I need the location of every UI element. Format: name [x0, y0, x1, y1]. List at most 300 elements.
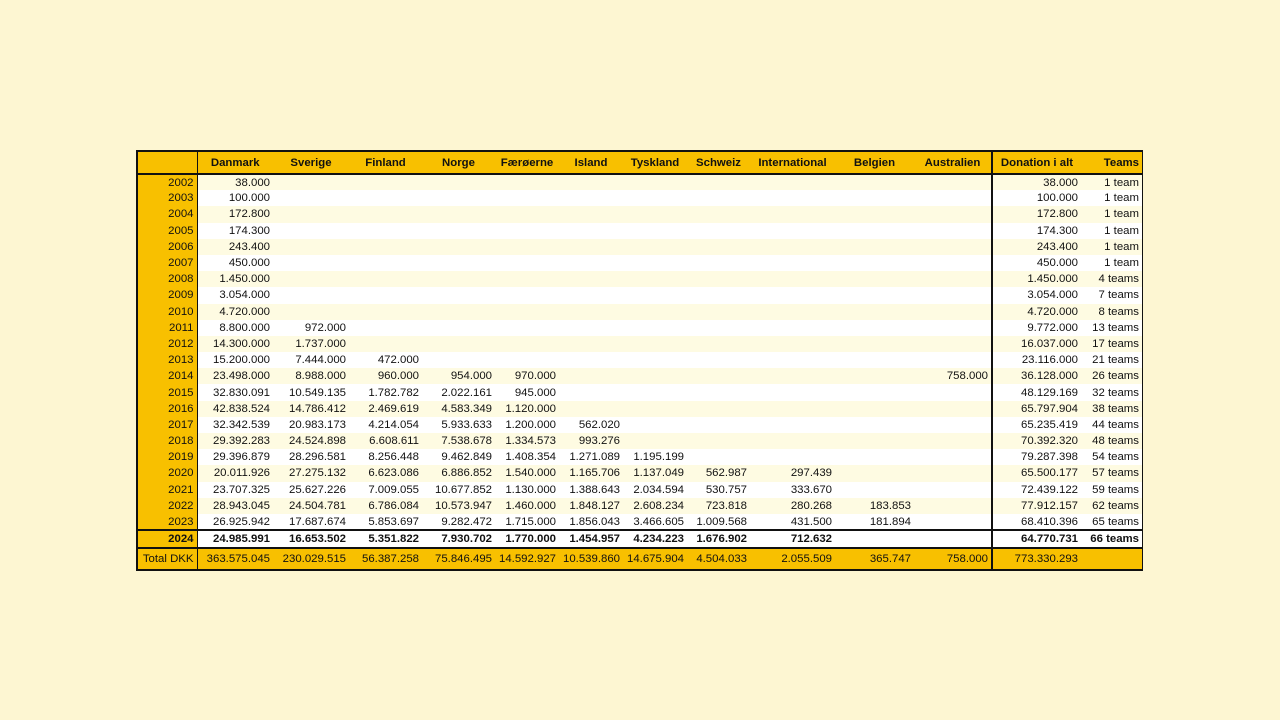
value-cell: 1.408.354 [495, 449, 559, 465]
value-cell [623, 239, 687, 255]
value-cell: 2.022.161 [422, 384, 495, 400]
value-cell [835, 336, 914, 352]
header-cell: Danmark [197, 152, 273, 174]
header-year [138, 152, 197, 174]
value-cell [623, 190, 687, 206]
donation-total-cell: 65.235.419 [992, 417, 1081, 433]
value-cell [750, 336, 835, 352]
table-row [138, 287, 1142, 303]
teams-cell: 54 teams [1081, 449, 1142, 465]
value-cell [349, 239, 422, 255]
value-cell [687, 271, 750, 287]
value-cell: 431.500 [750, 514, 835, 530]
value-cell [750, 271, 835, 287]
value-cell [687, 206, 750, 222]
value-cell [273, 239, 349, 255]
value-cell [623, 287, 687, 303]
value-cell [495, 271, 559, 287]
value-cell: 3.054.000 [197, 287, 273, 303]
value-cell [349, 287, 422, 303]
value-cell [422, 320, 495, 336]
value-cell [623, 336, 687, 352]
value-cell [273, 287, 349, 303]
year-cell: 2014 [138, 368, 197, 384]
value-cell [422, 223, 495, 239]
value-cell: 945.000 [495, 384, 559, 400]
value-cell [835, 465, 914, 481]
value-cell [495, 223, 559, 239]
year-cell: 2008 [138, 271, 197, 287]
value-cell [750, 449, 835, 465]
value-cell [559, 320, 623, 336]
donation-total-cell: 64.770.731 [992, 530, 1081, 548]
value-cell: 472.000 [349, 352, 422, 368]
value-cell [835, 174, 914, 190]
value-cell: 7.538.678 [422, 433, 495, 449]
value-cell [422, 336, 495, 352]
donation-total-cell: 72.439.122 [992, 482, 1081, 498]
year-cell: 2004 [138, 206, 197, 222]
teams-cell: 48 teams [1081, 433, 1142, 449]
value-cell [273, 190, 349, 206]
teams-cell: 1 team [1081, 190, 1142, 206]
teams-cell: 26 teams [1081, 368, 1142, 384]
value-cell [750, 368, 835, 384]
value-cell [273, 174, 349, 190]
donation-total-cell: 79.287.398 [992, 449, 1081, 465]
value-cell [914, 336, 992, 352]
value-cell [835, 433, 914, 449]
value-cell [914, 417, 992, 433]
donation-total-cell: 9.772.000 [992, 320, 1081, 336]
value-cell [349, 271, 422, 287]
year-cell: 2016 [138, 401, 197, 417]
value-cell: 28.943.045 [197, 498, 273, 514]
table-row [138, 514, 1142, 530]
table-row [138, 271, 1142, 287]
value-cell: 4.214.054 [349, 417, 422, 433]
value-cell [835, 287, 914, 303]
year-cell: 2019 [138, 449, 197, 465]
value-cell [422, 271, 495, 287]
value-cell: 6.786.084 [349, 498, 422, 514]
value-cell: 450.000 [197, 255, 273, 271]
value-cell [559, 401, 623, 417]
value-cell: 4.234.223 [623, 530, 687, 548]
teams-cell: 1 team [1081, 223, 1142, 239]
value-cell: 1.540.000 [495, 465, 559, 481]
value-cell [422, 190, 495, 206]
value-cell: 14.592.927 [498, 553, 556, 566]
value-cell: 25.627.226 [273, 482, 349, 498]
year-cell: Total DKK [138, 548, 197, 569]
value-cell: 960.000 [349, 368, 422, 384]
teams-cell: 7 teams [1081, 287, 1142, 303]
value-cell: 172.800 [197, 206, 273, 222]
value-cell [495, 239, 559, 255]
value-cell: 29.396.879 [197, 449, 273, 465]
table-row [138, 336, 1142, 352]
value-cell: 7.444.000 [273, 352, 349, 368]
value-cell: 5.351.822 [349, 530, 422, 548]
donation-total-cell: 172.800 [992, 206, 1081, 222]
year-cell: 2006 [138, 239, 197, 255]
value-cell: 3.466.605 [623, 514, 687, 530]
year-cell: 2007 [138, 255, 197, 271]
value-cell: 14.786.412 [273, 401, 349, 417]
value-cell [623, 368, 687, 384]
year-cell: 2005 [138, 223, 197, 239]
value-cell [349, 304, 422, 320]
value-cell: 6.608.611 [349, 433, 422, 449]
value-cell: 333.670 [750, 482, 835, 498]
donation-total-cell: 16.037.000 [992, 336, 1081, 352]
value-cell [835, 304, 914, 320]
value-cell: 230.029.515 [282, 553, 346, 566]
value-cell: 1.454.957 [559, 530, 623, 548]
value-cell [422, 206, 495, 222]
value-cell [687, 433, 750, 449]
value-cell [914, 174, 992, 190]
value-cell [687, 174, 750, 190]
value-cell [559, 271, 623, 287]
header-cell: International [750, 152, 835, 174]
value-cell [914, 239, 992, 255]
value-cell [750, 417, 835, 433]
value-cell: 5.853.697 [349, 514, 422, 530]
value-cell: 20.983.173 [273, 417, 349, 433]
value-cell [422, 239, 495, 255]
value-cell [623, 417, 687, 433]
value-cell: 8.256.448 [349, 449, 422, 465]
value-cell: 56.387.258 [361, 553, 419, 566]
value-cell: 723.818 [687, 498, 750, 514]
teams-cell: 44 teams [1081, 417, 1142, 433]
donation-total-cell: 23.116.000 [992, 352, 1081, 368]
value-cell: 1.165.706 [559, 465, 623, 481]
donation-total-cell: 70.392.320 [992, 433, 1081, 449]
header-cell: Sverige [273, 152, 349, 174]
value-cell [687, 449, 750, 465]
value-cell [559, 255, 623, 271]
table-row [138, 239, 1142, 255]
value-cell [687, 417, 750, 433]
value-cell [495, 287, 559, 303]
year-cell: 2020 [138, 465, 197, 481]
donation-table-container [136, 150, 1143, 571]
value-cell [914, 352, 992, 368]
value-cell: 363.575.045 [206, 553, 270, 566]
value-cell [750, 223, 835, 239]
teams-cell: 8 teams [1081, 304, 1142, 320]
value-cell: 10.539.860 [562, 553, 620, 566]
value-cell [914, 255, 992, 271]
value-cell [495, 320, 559, 336]
value-cell [914, 190, 992, 206]
table-row [138, 417, 1142, 433]
value-cell [914, 271, 992, 287]
value-cell [559, 190, 623, 206]
value-cell [835, 223, 914, 239]
header-cell: Færøerne [495, 152, 559, 174]
table-row [138, 433, 1142, 449]
value-cell: 1.460.000 [495, 498, 559, 514]
value-cell: 1.334.573 [495, 433, 559, 449]
value-cell [835, 449, 914, 465]
value-cell [495, 352, 559, 368]
value-cell: 6.886.852 [422, 465, 495, 481]
donation-total-cell: 1.450.000 [992, 271, 1081, 287]
value-cell: 9.282.472 [422, 514, 495, 530]
teams-cell: 4 teams [1081, 271, 1142, 287]
value-cell [835, 384, 914, 400]
value-cell: 7.930.702 [422, 530, 495, 548]
value-cell [623, 271, 687, 287]
value-cell [349, 223, 422, 239]
year-cell: 2024 [138, 530, 197, 548]
value-cell: 8.800.000 [197, 320, 273, 336]
value-cell: 27.275.132 [273, 465, 349, 481]
highlight-row-2024 [138, 530, 1142, 548]
value-cell [750, 384, 835, 400]
value-cell [559, 352, 623, 368]
value-cell [914, 320, 992, 336]
donation-total-cell: 36.128.000 [992, 368, 1081, 384]
value-cell [835, 190, 914, 206]
donation-total-cell: 68.410.396 [992, 514, 1081, 530]
value-cell [750, 433, 835, 449]
value-cell [422, 287, 495, 303]
value-cell: 23.498.000 [197, 368, 273, 384]
value-cell: 174.300 [197, 223, 273, 239]
value-cell [422, 255, 495, 271]
value-cell: 32.342.539 [197, 417, 273, 433]
table-row [138, 352, 1142, 368]
value-cell: 6.623.086 [349, 465, 422, 481]
value-cell [495, 255, 559, 271]
table-row [138, 482, 1142, 498]
value-cell [495, 174, 559, 190]
value-cell: 14.300.000 [197, 336, 273, 352]
value-cell [914, 223, 992, 239]
table-row [138, 401, 1142, 417]
value-cell [349, 255, 422, 271]
value-cell: 1.195.199 [623, 449, 687, 465]
value-cell [623, 223, 687, 239]
value-cell [914, 433, 992, 449]
value-cell: 2.608.234 [623, 498, 687, 514]
value-cell [559, 287, 623, 303]
value-cell [687, 401, 750, 417]
teams-cell: 1 team [1081, 239, 1142, 255]
value-cell [559, 239, 623, 255]
donation-total-cell: 65.797.904 [992, 401, 1081, 417]
header-cell: Australien [914, 152, 992, 174]
value-cell [914, 304, 992, 320]
value-cell [559, 206, 623, 222]
value-cell [349, 336, 422, 352]
year-cell: 2022 [138, 498, 197, 514]
value-cell [623, 384, 687, 400]
year-cell: 2021 [138, 482, 197, 498]
value-cell: 1.856.043 [559, 514, 623, 530]
table-row [138, 498, 1142, 514]
value-cell [835, 239, 914, 255]
value-cell [559, 223, 623, 239]
value-cell: 1.388.643 [559, 482, 623, 498]
value-cell: 1.715.000 [495, 514, 559, 530]
value-cell: 1.737.000 [273, 336, 349, 352]
value-cell: 7.009.055 [349, 482, 422, 498]
teams-cell: 32 teams [1081, 384, 1142, 400]
value-cell: 365.747 [869, 553, 911, 566]
value-cell [914, 530, 992, 548]
value-cell [687, 320, 750, 336]
value-cell [559, 384, 623, 400]
table-row [138, 304, 1142, 320]
value-cell [750, 239, 835, 255]
teams-cell: 66 teams [1081, 530, 1142, 548]
value-cell [273, 271, 349, 287]
value-cell: 2.055.509 [781, 553, 832, 566]
donation-total-cell: 4.720.000 [992, 304, 1081, 320]
year-cell: 2015 [138, 384, 197, 400]
value-cell: 29.392.283 [197, 433, 273, 449]
value-cell [687, 255, 750, 271]
value-cell: 1.200.000 [495, 417, 559, 433]
value-cell [273, 304, 349, 320]
donation-total-cell: 174.300 [992, 223, 1081, 239]
value-cell: 42.838.524 [197, 401, 273, 417]
header-cell: Island [559, 152, 623, 174]
value-cell: 530.757 [687, 482, 750, 498]
value-cell: 562.020 [559, 417, 623, 433]
value-cell [559, 336, 623, 352]
value-cell [914, 449, 992, 465]
value-cell: 28.296.581 [273, 449, 349, 465]
teams-cell: 59 teams [1081, 482, 1142, 498]
header-cell: Donation i alt [992, 152, 1081, 174]
value-cell: 758.000 [914, 368, 992, 384]
value-cell: 9.462.849 [422, 449, 495, 465]
teams-cell: 57 teams [1081, 465, 1142, 481]
value-cell: 712.632 [750, 530, 835, 548]
value-cell: 954.000 [422, 368, 495, 384]
value-cell [349, 206, 422, 222]
header-row [138, 152, 1142, 174]
value-cell [623, 352, 687, 368]
donation-total-cell: 65.500.177 [992, 465, 1081, 481]
value-cell: 8.988.000 [273, 368, 349, 384]
year-cell: 2013 [138, 352, 197, 368]
value-cell: 4.583.349 [422, 401, 495, 417]
value-cell [750, 401, 835, 417]
value-cell [623, 401, 687, 417]
value-cell: 10.573.947 [422, 498, 495, 514]
value-cell [687, 368, 750, 384]
header-cell: Schweiz [687, 152, 750, 174]
table-row [138, 368, 1142, 384]
value-cell: 100.000 [197, 190, 273, 206]
header-cell: Tyskland [623, 152, 687, 174]
table-row [138, 223, 1142, 239]
value-cell [349, 174, 422, 190]
value-cell: 4.504.033 [696, 553, 747, 566]
value-cell [687, 304, 750, 320]
table-row [138, 320, 1142, 336]
value-cell [349, 320, 422, 336]
value-cell: 1.450.000 [197, 271, 273, 287]
value-cell [835, 368, 914, 384]
value-cell: 2.469.619 [349, 401, 422, 417]
value-cell: 15.200.000 [197, 352, 273, 368]
value-cell [495, 304, 559, 320]
donation-total-cell: 3.054.000 [992, 287, 1081, 303]
value-cell [914, 384, 992, 400]
value-cell: 1.848.127 [559, 498, 623, 514]
table-row [138, 465, 1142, 481]
value-cell [623, 255, 687, 271]
value-cell [835, 352, 914, 368]
value-cell: 26.925.942 [197, 514, 273, 530]
value-cell [750, 255, 835, 271]
table-row [138, 174, 1142, 190]
value-cell: 970.000 [495, 368, 559, 384]
value-cell: 181.894 [835, 514, 914, 530]
total-row [138, 548, 1142, 569]
value-cell [750, 206, 835, 222]
value-cell [273, 223, 349, 239]
value-cell: 14.675.904 [626, 553, 684, 566]
teams-cell: 21 teams [1081, 352, 1142, 368]
year-cell: 2010 [138, 304, 197, 320]
value-cell [349, 190, 422, 206]
value-cell: 1.770.000 [495, 530, 559, 548]
value-cell: 183.853 [835, 498, 914, 514]
value-cell: 1.009.568 [687, 514, 750, 530]
value-cell: 75.846.495 [434, 553, 492, 566]
donation-total-cell: 450.000 [992, 255, 1081, 271]
value-cell [835, 320, 914, 336]
value-cell: 1.137.049 [623, 465, 687, 481]
value-cell: 38.000 [197, 174, 273, 190]
value-cell [687, 352, 750, 368]
value-cell [835, 401, 914, 417]
value-cell [914, 401, 992, 417]
value-cell: 1.782.782 [349, 384, 422, 400]
value-cell: 10.677.852 [422, 482, 495, 498]
value-cell [687, 287, 750, 303]
teams-cell: 1 team [1081, 255, 1142, 271]
value-cell: 1.676.902 [687, 530, 750, 548]
table-row [138, 255, 1142, 271]
header-cell: Finland [349, 152, 422, 174]
value-cell [750, 320, 835, 336]
year-cell: 2023 [138, 514, 197, 530]
value-cell [687, 190, 750, 206]
value-cell: 10.549.135 [273, 384, 349, 400]
value-cell [835, 482, 914, 498]
teams-cell: 17 teams [1081, 336, 1142, 352]
value-cell [835, 206, 914, 222]
donation-total-cell: 773.330.293 [992, 548, 1081, 569]
year-cell: 2003 [138, 190, 197, 206]
value-cell [687, 239, 750, 255]
value-cell [687, 384, 750, 400]
value-cell [835, 417, 914, 433]
donation-total-cell: 77.912.157 [992, 498, 1081, 514]
table-row [138, 190, 1142, 206]
